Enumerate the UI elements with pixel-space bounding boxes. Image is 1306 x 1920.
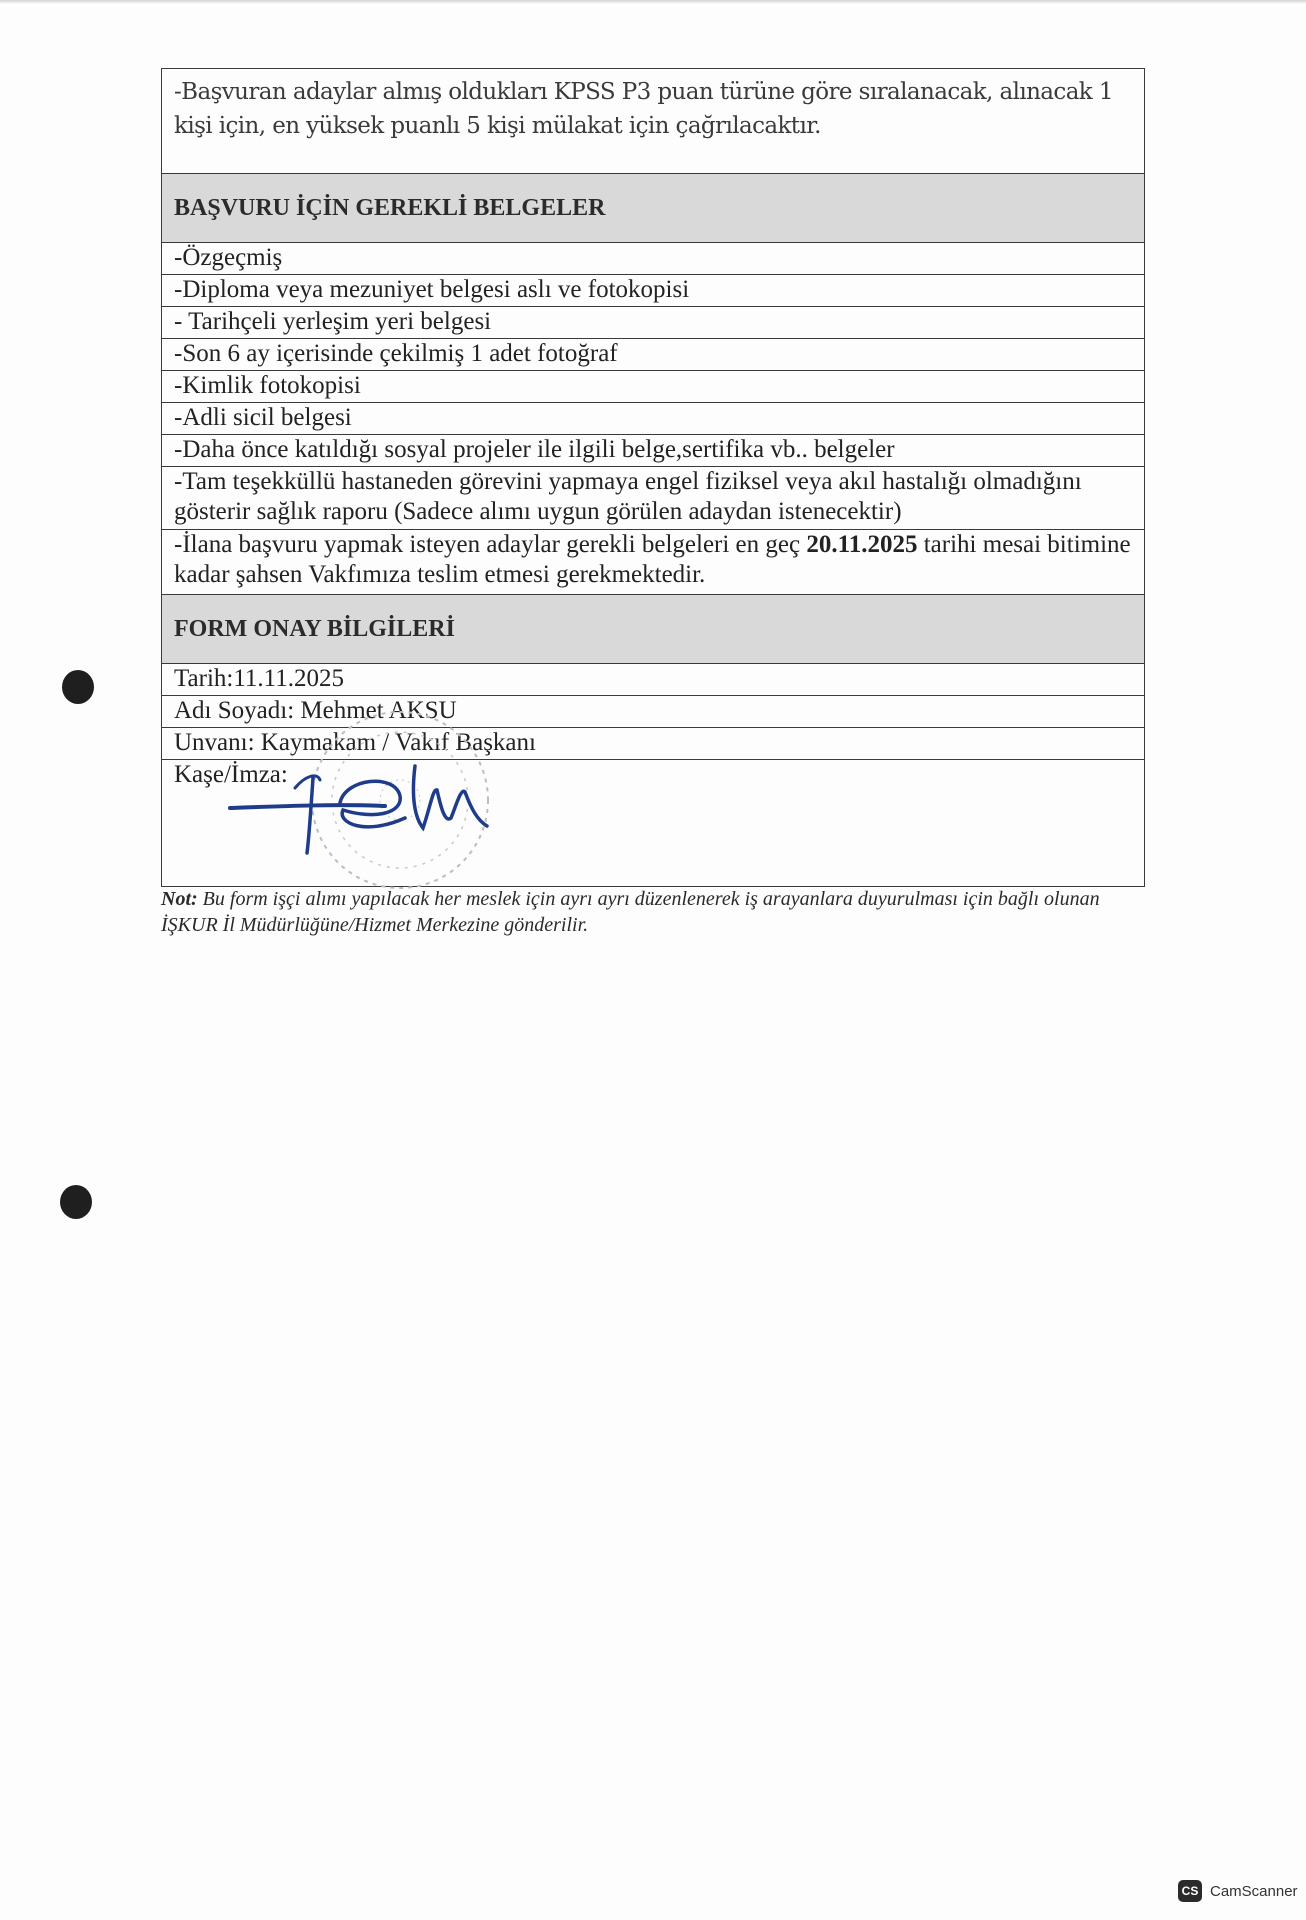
punch-hole: [62, 670, 94, 704]
deadline-item: [162, 530, 1144, 595]
document-item: -Adli sicil belgesi: [162, 403, 1144, 435]
document-item: -Daha önce katıldığı sosyal projeler ile ilgili belge,sertifika vb.. belgeler: [162, 435, 1144, 467]
documents-section-title: BAŞVURU İÇİN GEREKLİ BELGELER: [162, 174, 1144, 243]
approval-title: Unvanı: Kaymakam / Vakıf Başkanı: [162, 728, 1144, 760]
deadline-text-after: tarihi mesai bitimine kadar şahsen Vakfımıza teslim etmesi gerekmektedir.: [174, 531, 1131, 588]
handwritten-signature: [225, 748, 545, 898]
camscanner-label: CamScanner: [1210, 1882, 1298, 1900]
page-edge-shadow: [0, 0, 1306, 4]
deadline-text-before: -İlana başvuru yapmak isteyen adaylar gerekli belgeleri en geç: [174, 531, 807, 558]
footnote: [161, 886, 1151, 938]
document-item: - Tarihçeli yerleşim yeri belgesi: [162, 307, 1144, 339]
approval-section-title: FORM ONAY BİLGİLERİ: [162, 595, 1144, 664]
approval-date: Tarih:11.11.2025: [162, 664, 1144, 696]
deadline-date: 20.11.2025: [806, 531, 918, 558]
document-item: -Diploma veya mezuniyet belgesi aslı ve fotokopisi: [162, 275, 1144, 307]
punch-hole: [60, 1185, 92, 1219]
signature-label: Kaşe/İmza:: [174, 761, 288, 788]
intro-text: -Başvuran adaylar almış oldukları KPSS P3 puan türüne göre sıralanacak, alınacak 1 kişi için, en yüksek puanlı 5 kişi mülakat için çağrılacaktır.: [162, 69, 1144, 174]
camscanner-watermark: [1178, 1880, 1298, 1902]
approval-name: Adı Soyadı: Mehmet AKSU: [162, 696, 1144, 728]
document-item: -Özgeçmiş: [162, 243, 1144, 275]
footnote-text: Bu form işçi alımı yapılacak her meslek için ayrı ayrı düzenlenerek iş arayanlara duyurulması için bağlı olunan İŞKUR İl Müdürlüğüne/Hizmet Merkezine gönderilir.: [161, 888, 1100, 936]
camscanner-logo-icon: CS: [1178, 1880, 1202, 1902]
document-item: -Son 6 ay içerisinde çekilmiş 1 adet fotoğraf: [162, 339, 1144, 371]
document-item: -Kimlik fotokopisi: [162, 371, 1144, 403]
footnote-label: Not:: [161, 888, 198, 910]
document-item: -Tam teşekküllü hastaneden görevini yapmaya engel fiziksel veya akıl hastalığı olmadığını gösterir sağlık raporu (Sadece alımı uygun görülen adaydan istenecektir): [162, 467, 1144, 530]
